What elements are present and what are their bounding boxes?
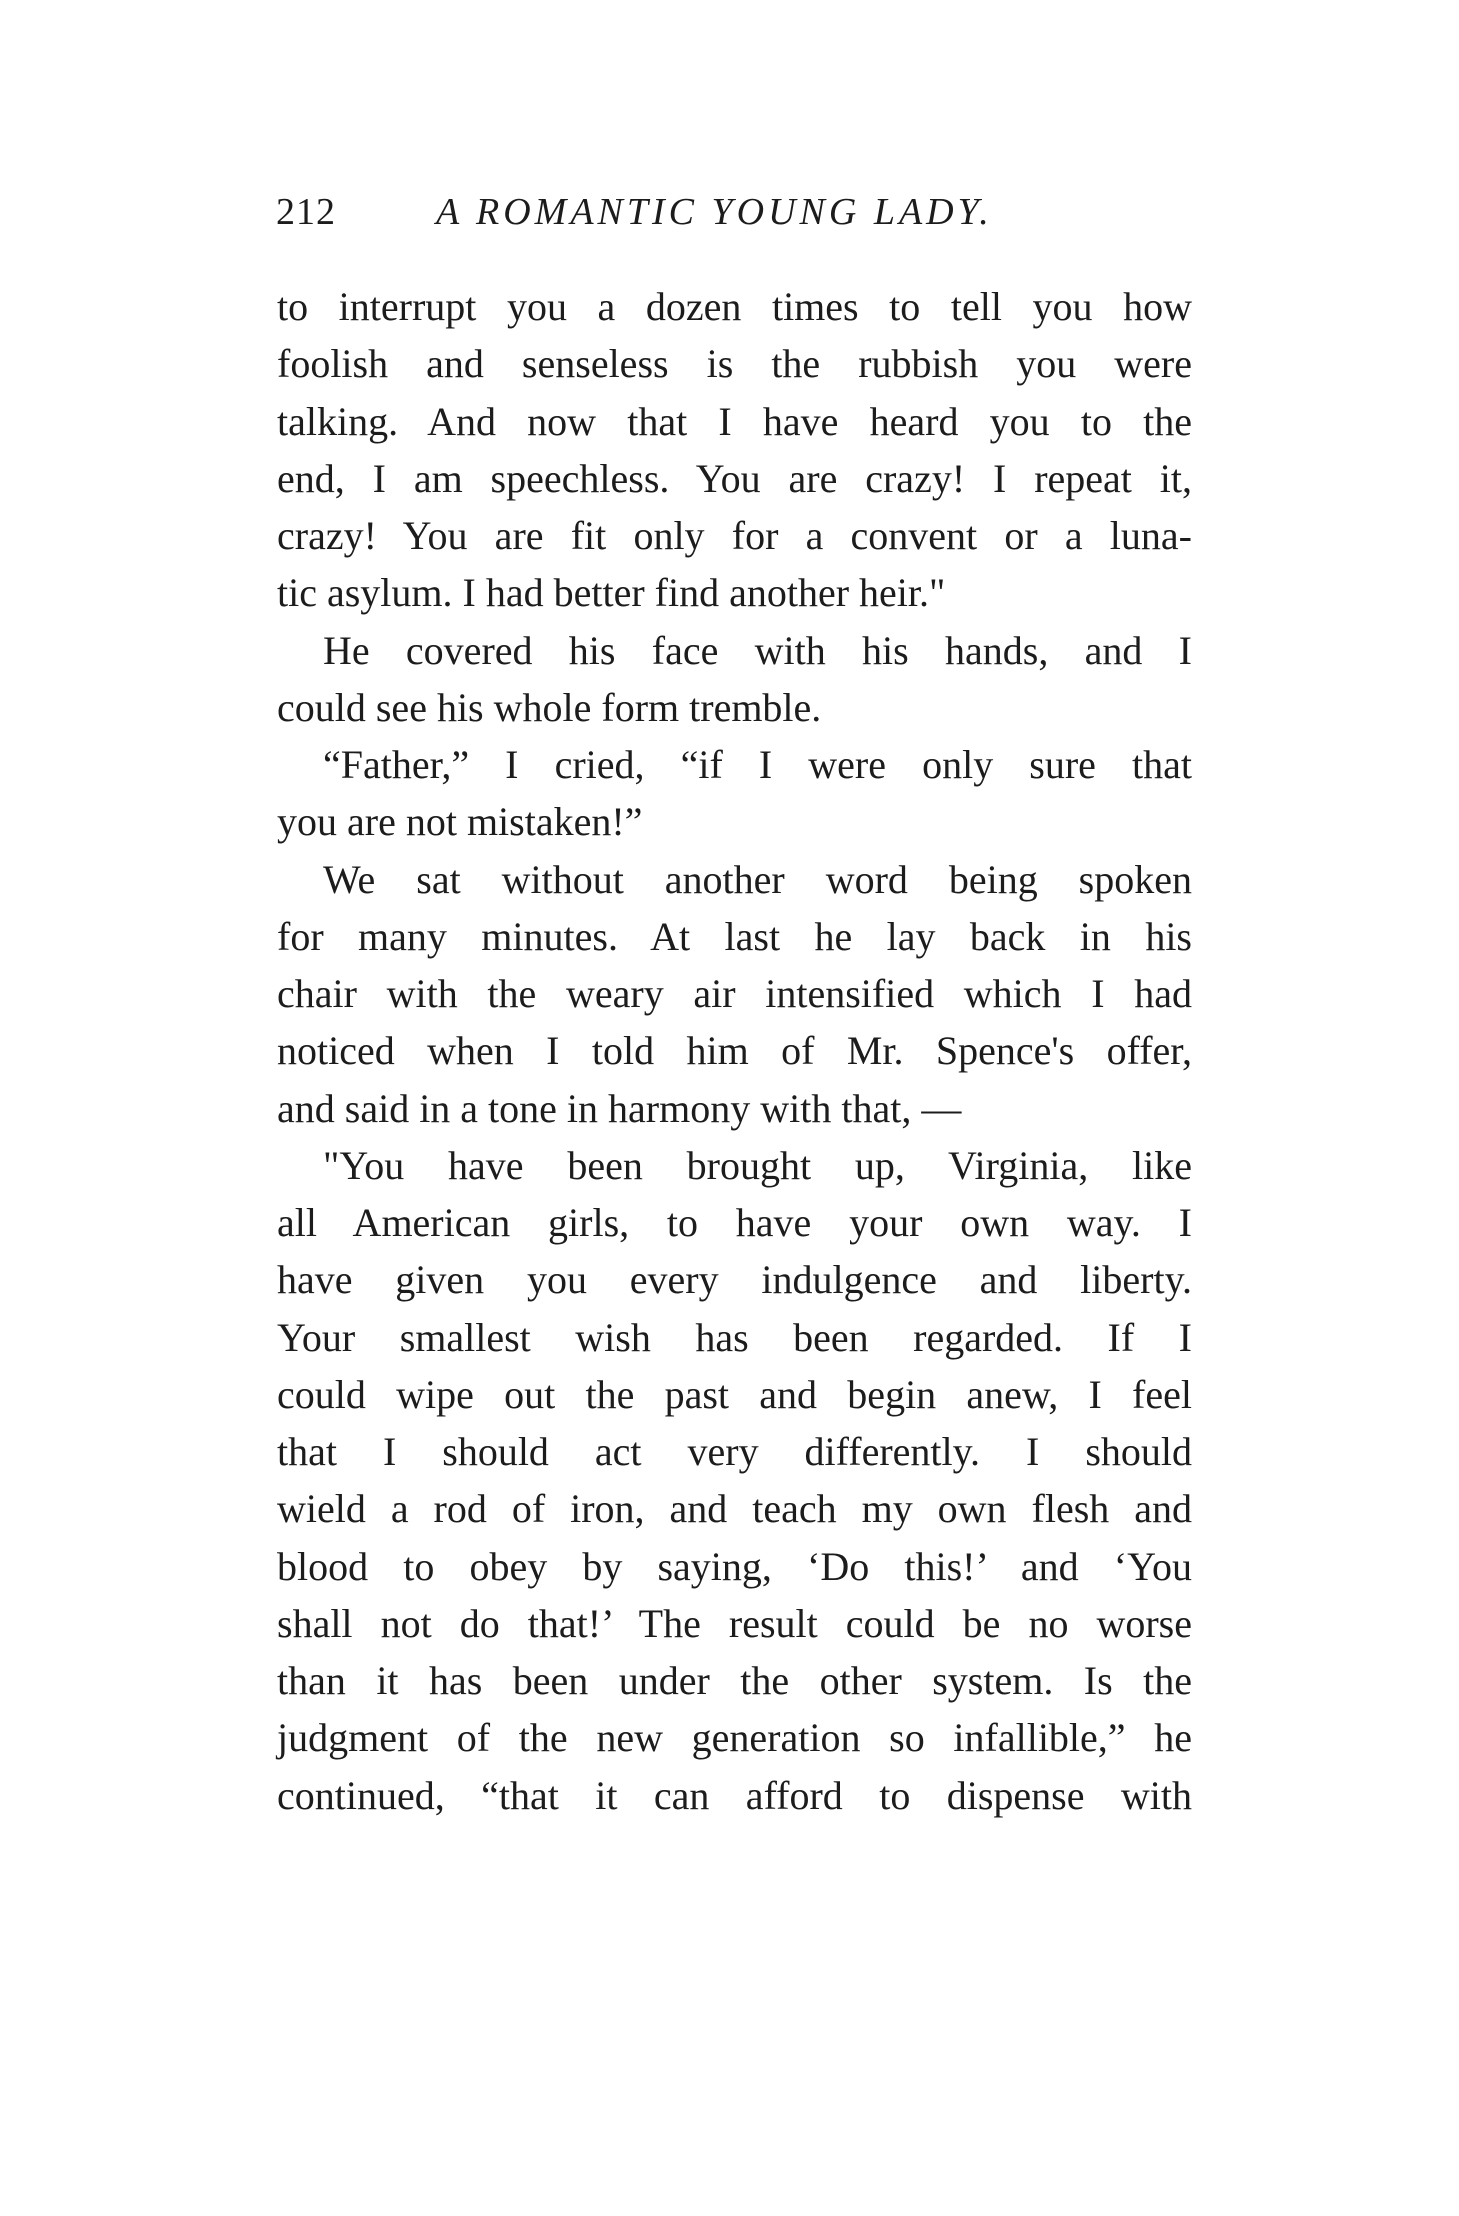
text-line: noticed when I told him of Mr. Spence's offer, (277, 1028, 1192, 1074)
book-title: A ROMANTIC YOUNG LADY. (436, 191, 993, 233)
text-line: shall not do that!’ The result could be no worse (277, 1600, 1192, 1646)
text-line: “Father,” I cried, “if I were only sure that (323, 742, 1192, 787)
text-line: end, I am speechless. You are crazy! I repeat it, (277, 455, 1192, 501)
text-line: crazy! You are fit only for a convent or a luna- (277, 513, 1192, 558)
text-line: blood to obey by saying, ‘Do this!’ and ‘You (277, 1543, 1192, 1589)
page-number: 212 (276, 191, 336, 233)
text-line: could wipe out the past and begin anew, I feel (277, 1371, 1192, 1417)
text-line: We sat without another word being spoken (323, 856, 1192, 902)
text-line: "You have been brought up, Virginia, like (323, 1142, 1192, 1188)
text-line: you are not mistaken!” (277, 799, 643, 845)
text-line: tic asylum. I had better find another heir." (277, 570, 946, 616)
text-line: Your smallest wish has been regarded. If I (277, 1314, 1192, 1360)
text-line: wield a rod of iron, and teach my own flesh and (277, 1486, 1192, 1532)
text-line: and said in a tone in harmony with that, — (277, 1085, 962, 1131)
text-line: have given you every indulgence and liberty. (277, 1257, 1192, 1303)
running-head (276, 184, 1196, 240)
text-line: talking. And now that I have heard you to the (277, 398, 1192, 444)
text-line: judgment of the new generation so infallible,” he (277, 1715, 1192, 1761)
text-line: to interrupt you a dozen times to tell you how (277, 284, 1192, 329)
text-line: foolish and senseless is the rubbish you were (277, 341, 1192, 387)
body-text (277, 278, 1192, 1824)
text-line: for many minutes. At last he lay back in his (277, 913, 1192, 959)
text-line: chair with the weary air intensified which I had (277, 971, 1192, 1016)
text-line: all American girls, to have your own way. I (277, 1200, 1192, 1245)
text-line: continued, “that it can afford to dispense with (277, 1772, 1192, 1818)
text-line: than it has been under the other system. Is the (277, 1658, 1192, 1703)
text-line: that I should act very differently. I should (277, 1429, 1192, 1474)
text-line: He covered his face with his hands, and I (323, 627, 1192, 673)
text-line: could see his whole form tremble. (277, 684, 822, 730)
